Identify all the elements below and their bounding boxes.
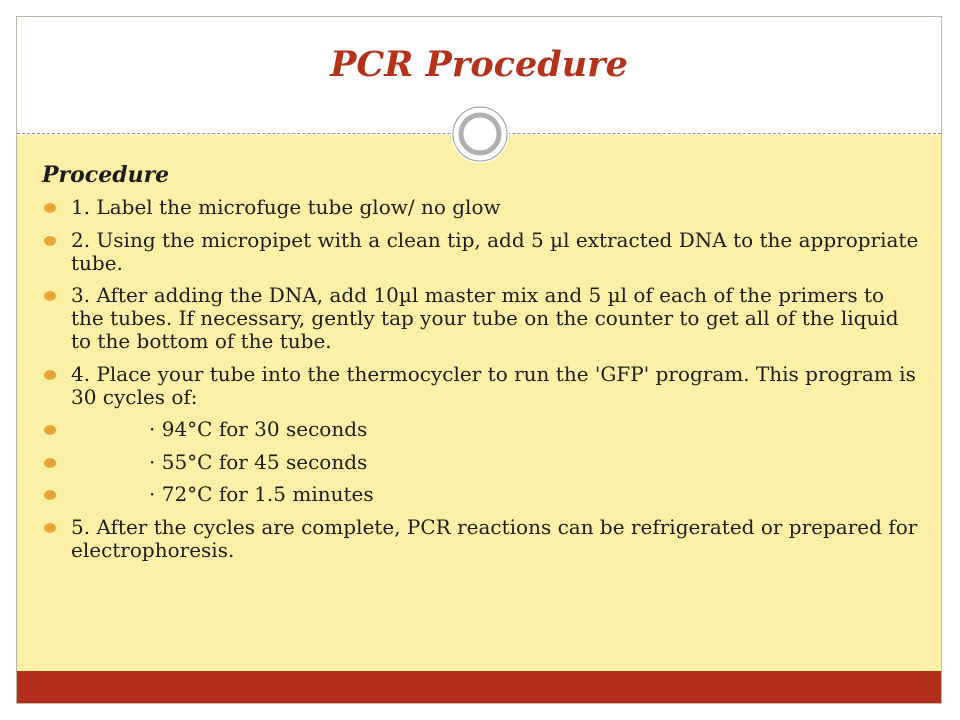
- footer-bar: [17, 671, 941, 703]
- step-text: 5. After the cycles are complete, PCR reactions can be refrigerated or prepared for electrophoresis.: [71, 514, 918, 562]
- step-text: · 55°C for 45 seconds: [149, 449, 368, 474]
- bullet-icon: [44, 425, 56, 435]
- double-ring-icon: [451, 105, 509, 163]
- bullet-icon: [44, 490, 56, 500]
- step-text: 1. Label the microfuge tube glow/ no glow: [71, 195, 501, 219]
- step-text: 3. After adding the DNA, add 10µl master mix and 5 µl of each of the primers to the tubes. If necessary, gently tap your tube on the counter to get all of the liquid to the bottom of the tube.: [71, 283, 899, 353]
- list-item: [42, 363, 922, 409]
- list-item: [42, 229, 922, 275]
- step-text: 4. Place your tube into the thermocycler to run the 'GFP' program. This program is 30 cycles of:: [71, 361, 916, 409]
- bullet-icon: [44, 236, 56, 246]
- procedure-list: [42, 196, 922, 571]
- slide-title: PCR Procedure: [330, 44, 628, 85]
- list-item: [42, 418, 922, 441]
- list-item: [42, 516, 922, 562]
- list-item: [42, 483, 922, 506]
- section-heading: Procedure: [42, 162, 170, 188]
- bullet-icon: [44, 203, 56, 213]
- list-item: [42, 196, 922, 219]
- list-item: [42, 451, 922, 474]
- bullet-icon: [44, 458, 56, 468]
- step-text: 2. Using the micropipet with a clean tip, add 5 µl extracted DNA to the appropriate tube.: [71, 227, 919, 275]
- step-text: · 94°C for 30 seconds: [149, 417, 368, 441]
- bullet-icon: [44, 291, 56, 301]
- bullet-icon: [44, 523, 56, 533]
- step-text: · 72°C for 1.5 minutes: [149, 482, 374, 506]
- list-item: [42, 284, 922, 353]
- bullet-icon: [44, 370, 56, 380]
